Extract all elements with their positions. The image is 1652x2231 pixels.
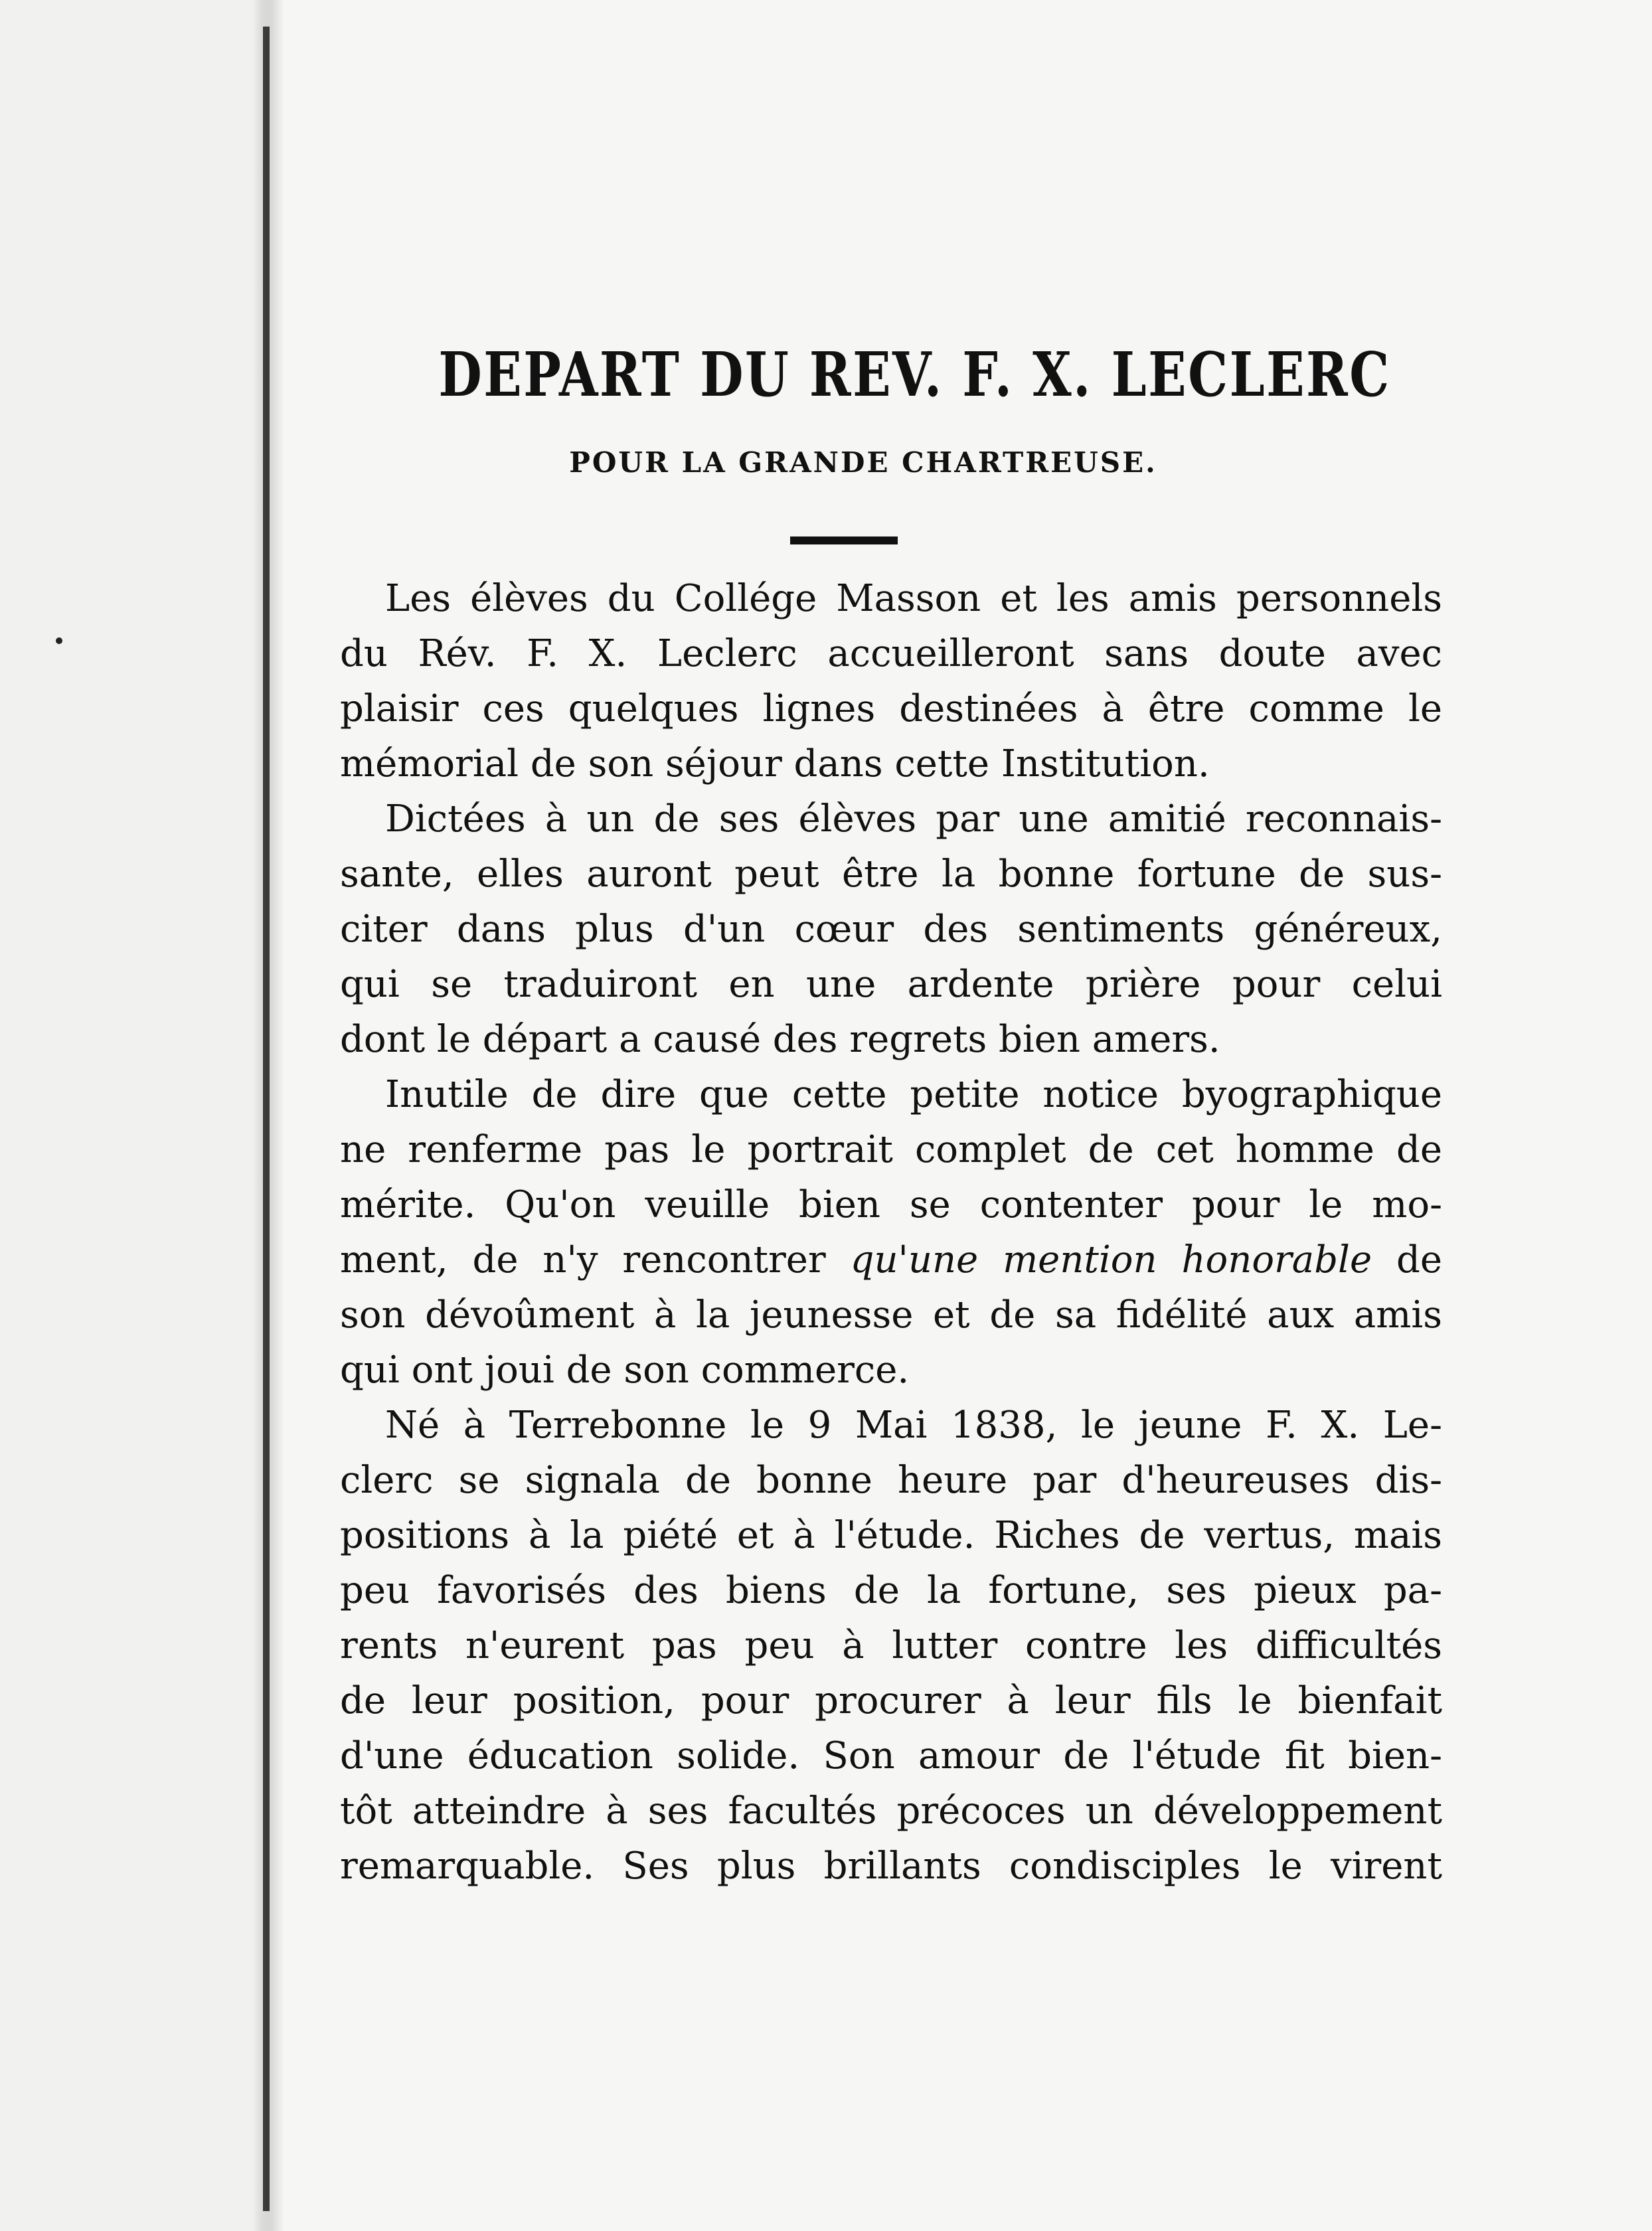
text-line: clerc se signala de bonne heure par d'heureuses dis- bbox=[340, 1459, 1442, 1502]
text-line: rents n'eurent pas peu à lutter contre les difficultés bbox=[340, 1624, 1442, 1667]
facing-page-edge bbox=[0, 0, 263, 2231]
text-line: Inutile de dire que cette petite notice byographique bbox=[385, 1073, 1442, 1116]
scan-speck bbox=[56, 637, 62, 644]
text-line: son dévoûment à la jeunesse et de sa fidélité aux amis bbox=[340, 1293, 1442, 1337]
page-gutter-line bbox=[263, 27, 270, 2211]
text-line: citer dans plus d'un cœur des sentiments généreux, bbox=[340, 908, 1442, 951]
text-line: plaisir ces quelques lignes destinées à être comme le bbox=[340, 687, 1442, 730]
text-line: sante, elles auront peut être la bonne fortune de sus- bbox=[340, 853, 1442, 896]
text-segment: de bbox=[1396, 1238, 1442, 1281]
text-line: mémorial de son séjour dans cette Institution. bbox=[340, 742, 1210, 785]
text-line: remarquable. Ses plus brillants condisciples le virent bbox=[340, 1845, 1442, 1888]
text-line: dont le départ a causé des regrets bien amers. bbox=[340, 1018, 1220, 1061]
text-line: tôt atteindre à ses facultés précoces un développement bbox=[340, 1789, 1442, 1833]
text-line: de leur position, pour procurer à leur fils le bienfait bbox=[340, 1679, 1442, 1722]
italic-phrase: qu'une mention honorable bbox=[850, 1238, 1372, 1281]
body-text bbox=[340, 571, 1442, 1894]
text-line: Les élèves du Collége Masson et les amis personnels bbox=[385, 577, 1442, 620]
text-line: Dictées à un de ses élèves par une amitié reconnais- bbox=[385, 797, 1442, 841]
page-subtitle: POUR LA GRANDE CHARTREUSE. bbox=[569, 446, 1157, 479]
text-line: Né à Terrebonne le 9 Mai 1838, le jeune F. X. Le- bbox=[385, 1404, 1442, 1447]
text-line: qui ont joui de son commerce. bbox=[340, 1349, 910, 1392]
text-line: positions à la piété et à l'étude. Riches de vertus, mais bbox=[340, 1514, 1442, 1557]
text-line: du Rév. F. X. Leclerc accueilleront sans doute avec bbox=[340, 632, 1442, 675]
text-line: qui se traduiront en une ardente prière pour celui bbox=[340, 963, 1442, 1006]
text-line-with-italic bbox=[340, 1232, 1442, 1287]
text-line: mérite. Qu'on veuille bien se contenter pour le mo- bbox=[340, 1183, 1442, 1226]
text-line: peu favorisés des biens de la fortune, ses pieux pa- bbox=[340, 1569, 1442, 1612]
text-segment: ment, de n'y rencontrer bbox=[340, 1238, 826, 1281]
text-line: d'une éducation solide. Son amour de l'étude fit bien- bbox=[340, 1734, 1442, 1777]
title-rule bbox=[790, 537, 898, 544]
page-title: DEPART DU REV. F. X. LECLERC bbox=[438, 339, 1391, 410]
text-line: ne renferme pas le portrait complet de cet homme de bbox=[340, 1128, 1442, 1171]
